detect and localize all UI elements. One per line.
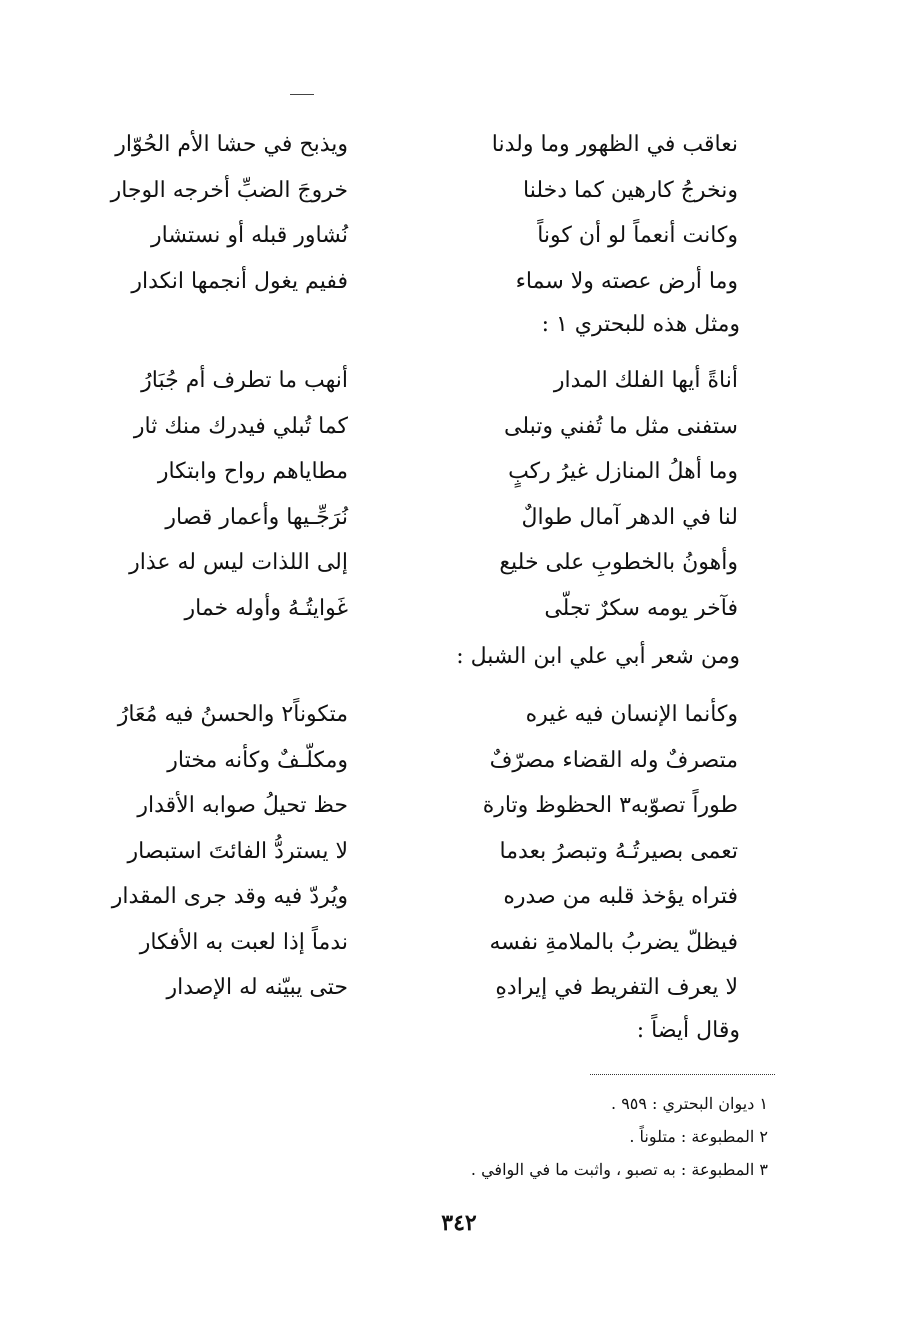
verse-hemistich-right: وكانت أنعماً لو أن كوناً [537,223,738,248]
intro-line-2: ومن شعر أبي علي ابن الشبل : [456,644,740,669]
verse-hemistich-right: أناةً أيها الفلك المدار [553,368,738,393]
verse-hemistich-left: لا يستردُّ الفائتَ استبصار [127,838,348,864]
verse-line [100,920,780,966]
poem-stanza-1 [100,122,780,304]
verse-hemistich-left: ومكلّـفٌ وكأنه مختار [167,747,348,773]
verse-line [100,404,780,450]
verse-hemistich-left: إلى اللذات ليس له عذار [129,550,348,575]
footnote-1: ١ ديوان البحتري : ٩٥٩ . [611,1094,768,1113]
verse-hemistich-right: تعمى بصيرتُـهُ وتبصرُ بعدما [499,838,738,864]
verse-line [100,168,780,214]
footnote-3: ٣ المطبوعة : به تصبو ، واثبت ما في الوافي . [470,1160,768,1179]
verse-line [100,358,780,404]
verse-hemistich-right: وأهونُ بالخطوبِ على خليع [499,550,738,575]
verse-hemistich-left: ففيم يغول أنجمها انكدار [131,268,348,294]
verse-hemistich-left: ويذبح في حشا الأم الحُوّار [115,132,348,157]
verse-line [100,495,780,541]
verse-hemistich-right: وكأنما الإنسان فيه غيره [525,702,738,727]
poem-stanza-2 [100,358,780,631]
page-number: ٣٤٢ [441,1210,477,1236]
verse-line [100,738,780,784]
verse-hemistich-left: غَوايتُـهُ وأوله خمار [184,595,348,621]
verse-hemistich-left: متكوناً٢ والحسنُ فيه مُعَارُ [117,702,348,727]
verse-line [100,692,780,738]
verse-line [100,259,780,305]
verse-line [100,540,780,586]
verse-hemistich-right: لا يعرف التفريط في إيرادهِ [495,975,738,1000]
poem-stanza-3 [100,692,780,1011]
verse-line [100,874,780,920]
verse-line [100,783,780,829]
verse-line [100,829,780,875]
verse-line [100,213,780,259]
intro-line-1: ومثل هذه للبحتري ١ : [541,312,740,337]
verse-hemistich-right: طوراً تصوّبه٣ الحظوظ وتارة [482,793,738,818]
verse-hemistich-left: مطاياهم رواح وابتكار [157,459,348,484]
header-rule [290,94,314,95]
verse-hemistich-left: نُرَجِّـيها وأعمار قصار [165,504,348,530]
verse-hemistich-right: فتراه يؤخذ قلبه من صدره [503,884,738,909]
verse-line [100,586,780,632]
verse-hemistich-right: وما أهلُ المنازل غيرُ ركبٍ [508,459,738,484]
verse-hemistich-right: فآخر يومه سكرٌ تجلّى [544,595,738,621]
verse-hemistich-right: ستفنى مثل ما تُفني وتبلى [504,413,738,439]
footnote-2: ٢ المطبوعة : متلوناً . [629,1127,768,1146]
verse-hemistich-right: ونخرجُ كارهين كما دخلنا [523,177,738,203]
verse-hemistich-left: أنهب ما تطرف أم جُبَارُ [141,368,348,393]
verse-line [100,449,780,495]
verse-line [100,122,780,168]
verse-hemistich-left: خروجَ الضبِّ أخرجه الوجار [110,177,348,203]
intro-line-3: وقال أيضاً : [636,1018,740,1043]
verse-hemistich-left: ويُردّ فيه وقد جرى المقدار [111,884,348,909]
verse-hemistich-left: ندماً إذا لعبت به الأفكار [139,929,348,955]
verse-hemistich-left: نُشاور قبله أو نستشار [151,223,348,248]
verse-hemistich-right: لنا في الدهر آمال طوالٌ [521,504,738,530]
verse-hemistich-left: حظ تحيلُ صوابه الأقدار [137,793,348,818]
verse-hemistich-right: فيظلّ يضربُ بالملامةِ نفسه [489,929,738,955]
verse-hemistich-right: نعاقب في الظهور وما ولدنا [491,132,738,157]
verse-line [100,965,780,1011]
footnote-separator [590,1074,775,1075]
verse-hemistich-left: كما تُبلي فيدرك منك ثار [133,413,348,439]
verse-hemistich-right: وما أرض عصته ولا سماء [515,268,738,294]
verse-hemistich-right: متصرفٌ وله القضاء مصرّفٌ [489,747,738,773]
verse-hemistich-left: حتى يبيّنه له الإصدار [166,975,348,1000]
